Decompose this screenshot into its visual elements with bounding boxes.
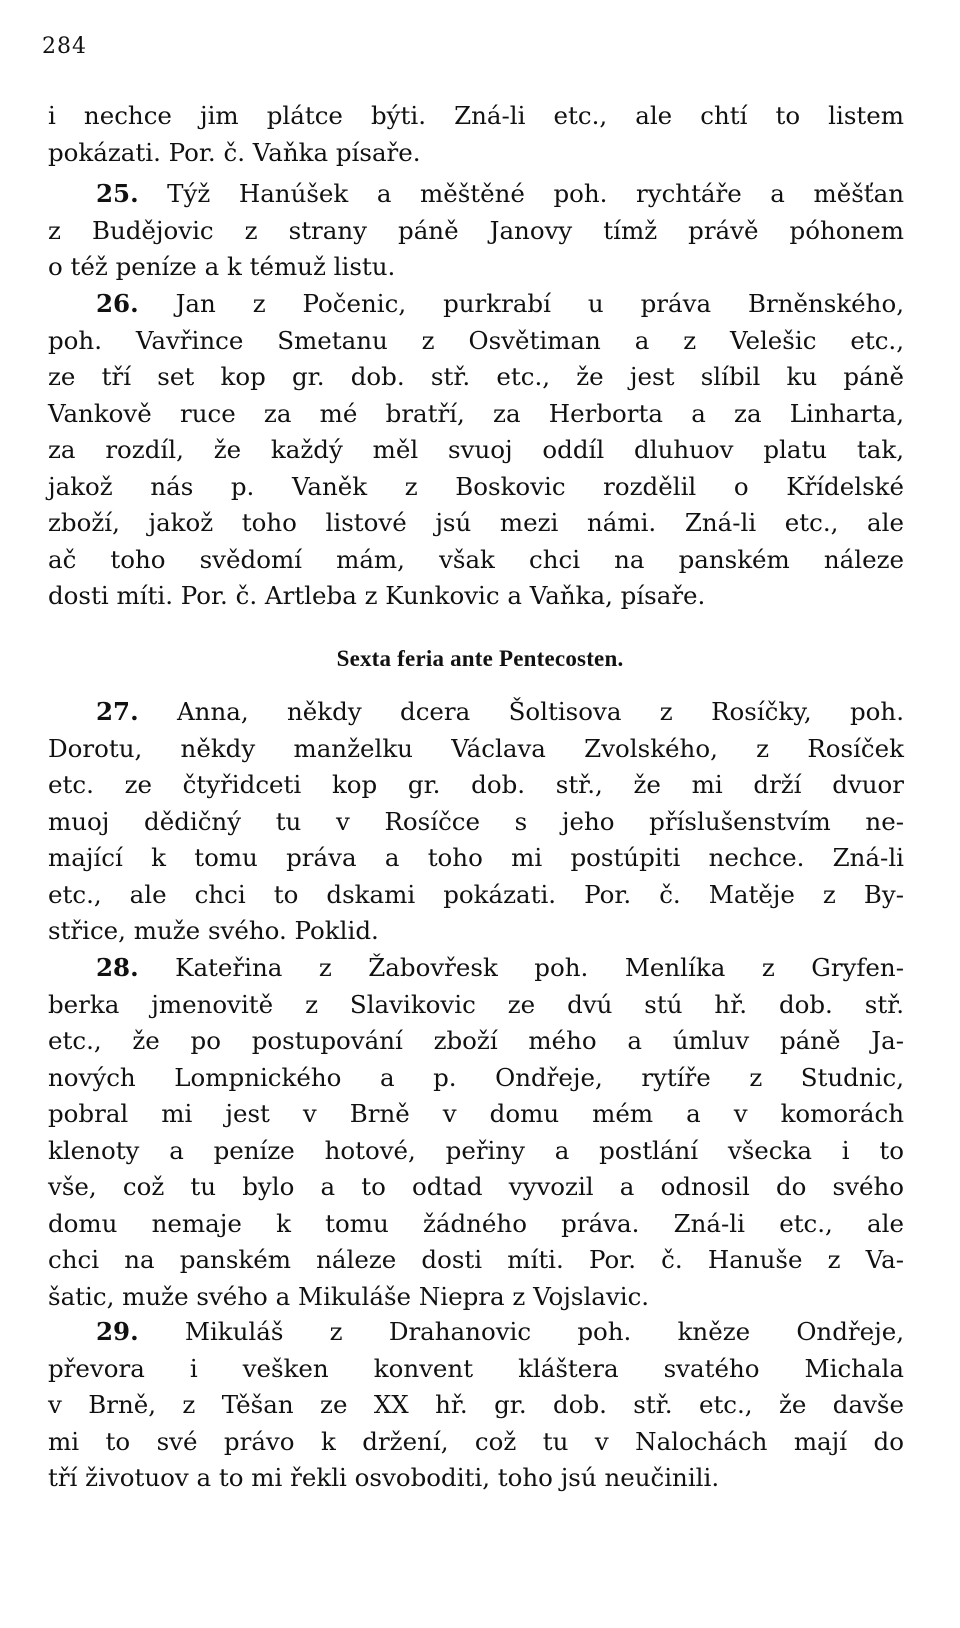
- entry-27: [48, 694, 904, 950]
- entry-text: Mikuláš z Drahanovic poh. kněze Ondřeje,: [138, 1317, 904, 1346]
- text-line: [48, 286, 904, 323]
- text-line: dosti míti. Por. č. Artleba z Kunkovic a Vaňka, písaře.: [48, 581, 706, 610]
- text-line: zboží, jakož toho listové jsú mezi námi. Zná-li etc., ale: [48, 508, 904, 537]
- entry-text: Jan z Počenic, purkrabí u práva Brněnského,: [138, 289, 904, 318]
- text-line: pokázati. Por. č. Vaňka písaře.: [48, 137, 421, 167]
- text-line: mi to své právo k držení, což tu v Nalochách mají do: [48, 1426, 904, 1456]
- text-line: jakož nás p. Vaněk z Boskovic rozdělil o Křídelské: [48, 471, 904, 501]
- text-line: střice, muže svého. Poklid.: [48, 916, 379, 945]
- text-line: z Budějovic z strany páně Janovy tímž právě póhonem: [48, 215, 904, 245]
- text-line: pobral mi jest v Brně v domu mém a v komorách: [48, 1099, 904, 1128]
- entry-text: Týž Hanúšek a měštěné poh. rychtáře a měšťan: [138, 179, 904, 208]
- page-number: 284: [42, 34, 87, 59]
- text-line: [48, 694, 904, 731]
- entry-number: 27.: [96, 697, 139, 726]
- text-line: šatic, muže svého a Mikuláše Niepra z Vojslavic.: [48, 1281, 650, 1311]
- text-line: i nechce jim plátce býti. Zná-li etc., ale chtí to listem: [48, 101, 904, 130]
- text-line: [48, 950, 904, 987]
- text-line: [48, 176, 904, 213]
- text-line: klenoty a peníze hotové, peřiny a postlání všecka i to: [48, 1135, 904, 1165]
- entry-text: Kateřina z Žabovřesk poh. Menlíka z Gryfen-: [138, 953, 904, 982]
- text-line: domu nemaje k tomu žádného práva. Zná-li etc., ale: [48, 1208, 904, 1238]
- text-line: etc., ale chci to dskami pokázati. Por. č. Matěje z By-: [48, 879, 904, 909]
- text-line: nových Lompnického a p. Ondřeje, rytíře z Studnic,: [48, 1062, 904, 1092]
- text-line: mající k tomu práva a toho mi postúpiti nechce. Zná-li: [48, 843, 904, 872]
- entry-29: [48, 1314, 904, 1497]
- text-line: muoj dědičný tu v Rosíčce s jeho příslušenstvím ne-: [48, 806, 904, 836]
- paragraph-continuation: [48, 98, 904, 171]
- entry-text: Anna, někdy dcera Šoltisova z Rosíčky, poh.: [138, 697, 904, 726]
- text-line: vše, což tu bylo a to odtad vyvozil a odnosil do svého: [48, 1172, 904, 1201]
- text-line: převora i vešken konvent kláštera svatého Michala: [48, 1353, 904, 1383]
- text-line: ač toho svědomí mám, však chci na panském náleze: [48, 544, 904, 574]
- entry-number: 25.: [96, 179, 139, 208]
- entry-number: 26.: [96, 289, 139, 318]
- entry-number: 29.: [96, 1317, 139, 1346]
- text-line: o též peníze a k témuž listu.: [48, 252, 396, 281]
- text-line: etc., že po postupování zboží mého a úmluv páně Ja-: [48, 1026, 904, 1055]
- section-heading: Sexta feria ante Pentecosten.: [336, 646, 624, 671]
- text-line: v Brně, z Těšan ze XX hř. gr. dob. stř. etc., že davše: [48, 1390, 904, 1419]
- text-line: etc. ze čtyřidceti kop gr. dob. stř., že mi drží dvuor: [48, 770, 904, 799]
- entry-number: 28.: [96, 953, 139, 982]
- entry-25: [48, 176, 904, 286]
- text-line: berka jmenovitě z Slavikovic ze dvú stú hř. dob. stř.: [48, 989, 904, 1019]
- text-line: [48, 1314, 904, 1351]
- text-line: za rozdíl, že každý měl svuoj oddíl dluhuov platu tak,: [48, 435, 904, 464]
- text-line: poh. Vavřince Smetanu z Osvětiman a z Velešic etc.,: [48, 325, 904, 355]
- text-line: ze tří set kop gr. dob. stř. etc., že jest slíbil ku páně: [48, 362, 904, 391]
- text-line: chci na panském náleze dosti míti. Por. č. Hanuše z Va-: [48, 1245, 904, 1274]
- text-line: Dorotu, někdy manželku Václava Zvolského, z Rosíček: [48, 733, 904, 763]
- text-line: Vankově ruce za mé bratří, za Herborta a za Linharta,: [48, 398, 904, 428]
- entry-28: [48, 950, 904, 1315]
- entry-26: [48, 286, 904, 615]
- text-line: tří životuov a to mi řekli osvoboditi, toho jsú neučinili.: [48, 1463, 720, 1492]
